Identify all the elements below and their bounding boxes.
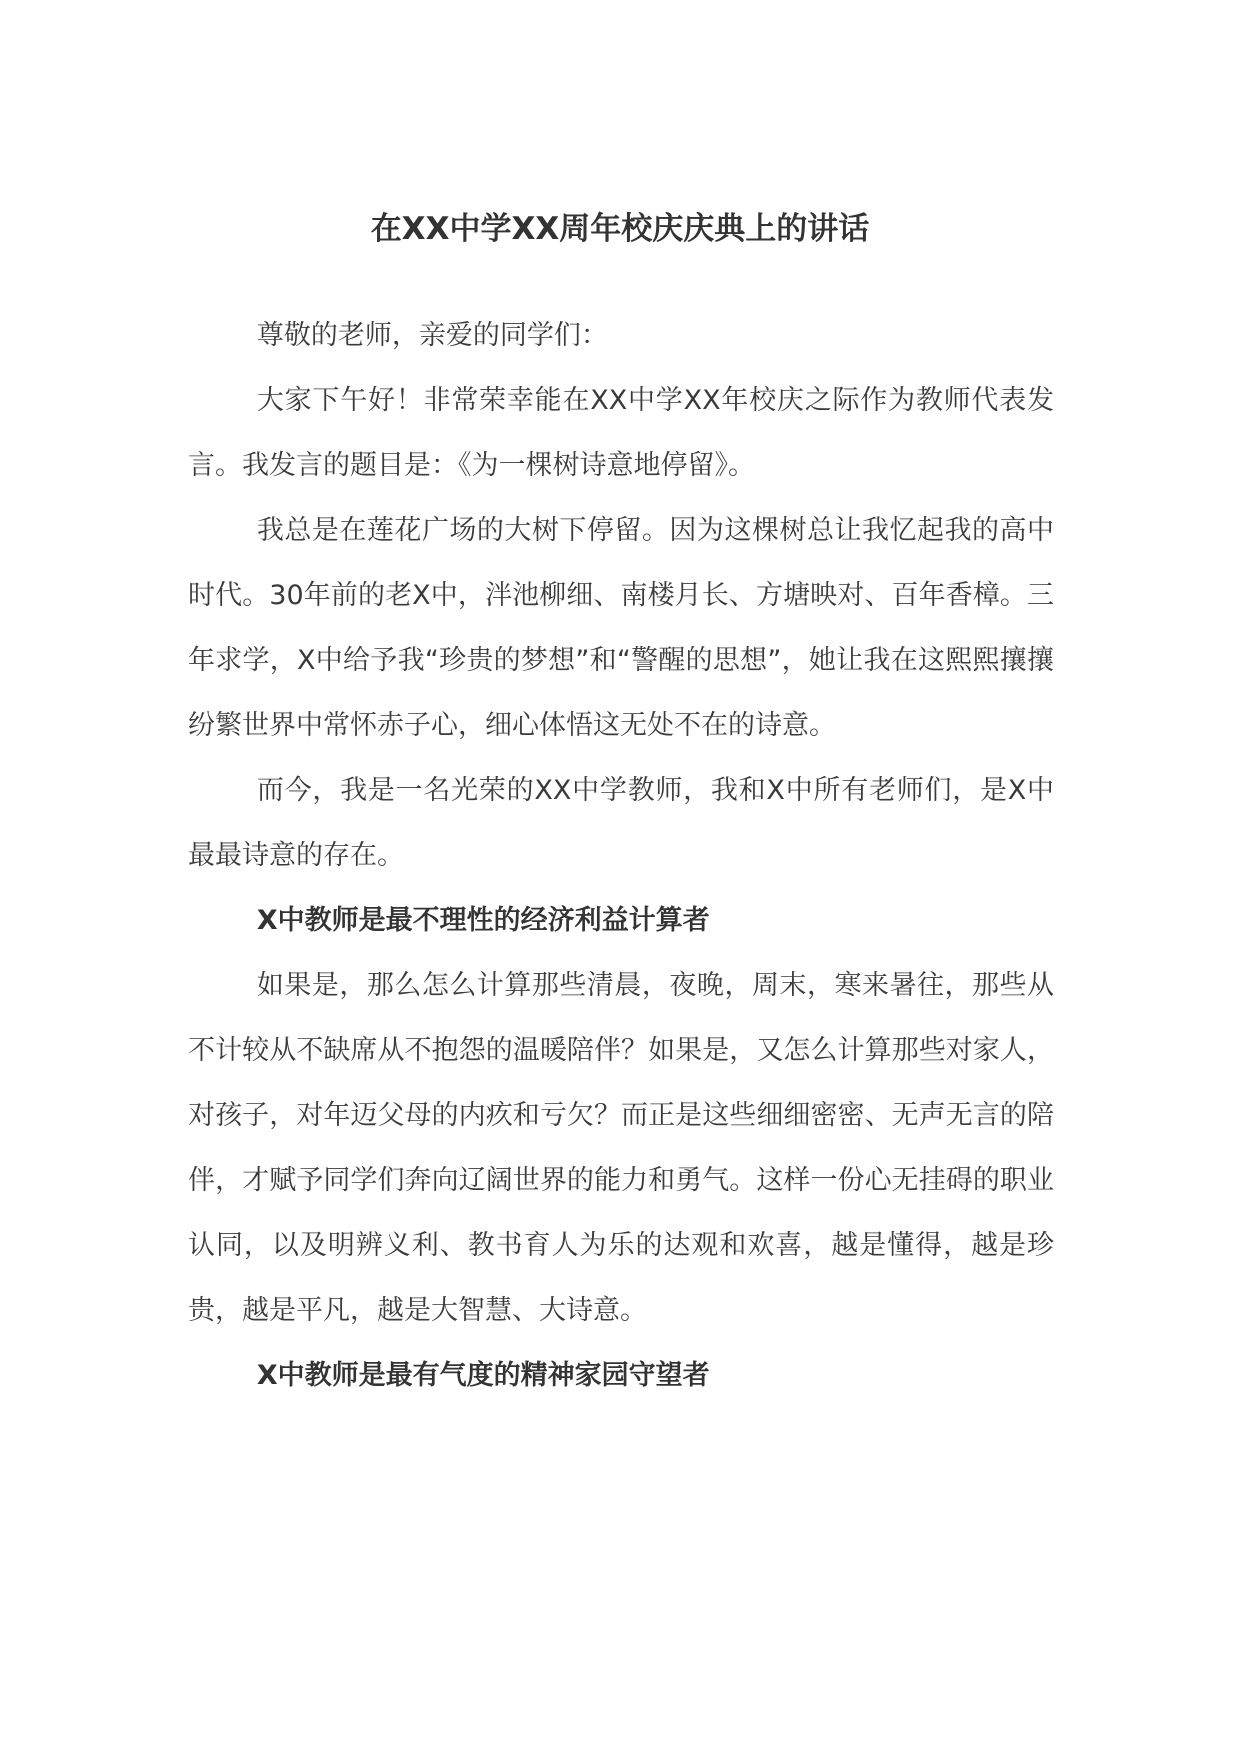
paragraph-present: 而今，我是一名光荣的XX中学教师，我和X中所有老师们，是X中最最诗意的存在。 [188, 775, 1054, 871]
paragraph-greeting: 大家下午好！非常荣幸能在XX中学XX年校庆之际作为教师代表发言。我发言的题目是：《为一棵树诗意地停留》。 [188, 385, 1054, 481]
section-paragraph-1: 如果是，那么怎么计算那些清晨，夜晚，周末，寒来暑往，那些从不计较从不缺席从不抱怨的温暖陪伴？如果是，又怎么计算那些对家人，对孩子，对年迈父母的内疚和亏欠？而正是这些细细密密、无声无言的陪伴，才赋予同学们奔向辽阔世界的能力和勇气。这样一份心无挂碍的职业认同，以及明辨义利、教书育人为乐的达观和欢喜，越是懂得，越是珍贵，越是平凡，越是大智慧、大诗意。 [188, 970, 1054, 1326]
document-body [188, 303, 1054, 1408]
document-title: 在XX中学XX周年校庆庆典上的讲话 [370, 211, 870, 247]
salutation: 尊敬的老师，亲爱的同学们： [256, 320, 608, 351]
section-heading-1: X中教师是最不理性的经济利益计算者 [256, 905, 710, 936]
paragraph-memory: 我总是在莲花广场的大树下停留。因为这棵树总让我忆起我的高中时代。30年前的老X中，泮池柳细、南楼月长、方塘映对、百年香樟。三年求学，X中给予我“珍贵的梦想”和“警醒的思想”，她让我在这熙熙攘攘纷繁世界中常怀赤子心，细心体悟这无处不在的诗意。 [188, 515, 1054, 741]
section-heading-2: X中教师是最有气度的精神家园守望者 [256, 1360, 710, 1391]
